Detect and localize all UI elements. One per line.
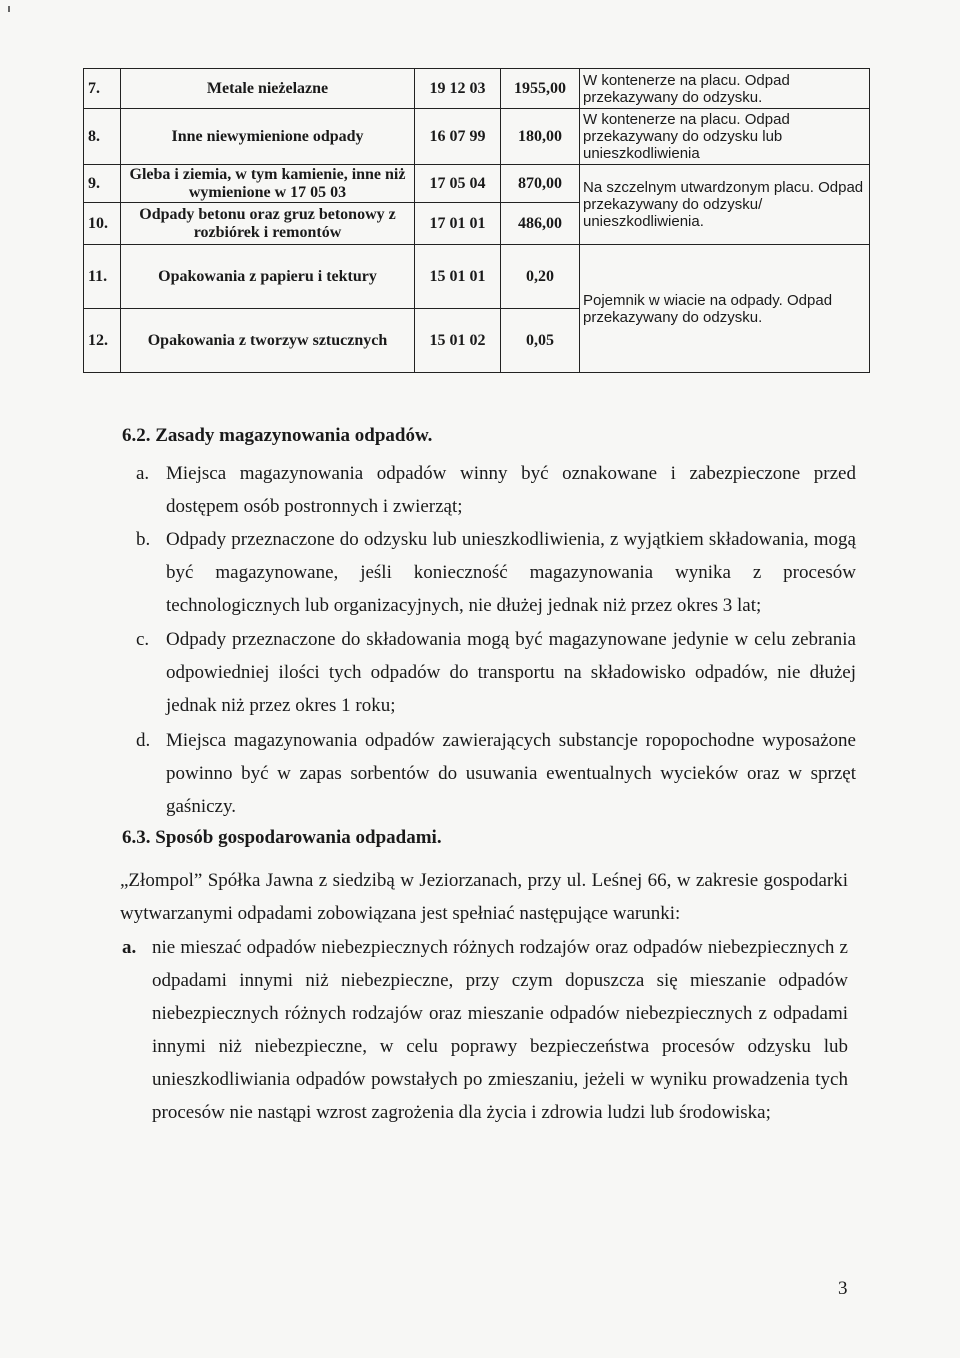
waste-name: Odpady betonu oraz gruz betonowy z rozbiórek i remontów [121, 203, 415, 245]
list-text: Miejsca magazynowania odpadów zawierających substancje ropopochodne wyposażone powinno być w zapas sorbentów do usuwania ewentualnych wycieków oraz w sprzęt gaśniczy. [166, 730, 856, 817]
table-row [84, 109, 870, 165]
section-heading: 6.3. Sposób gospodarowania odpadami. [122, 827, 442, 848]
row-number: 9. [84, 165, 121, 203]
waste-code: 17 01 01 [415, 203, 501, 245]
list-item [136, 523, 856, 622]
waste-code: 19 12 03 [415, 69, 501, 109]
waste-code: 16 07 99 [415, 109, 501, 165]
waste-code: 15 01 01 [415, 245, 501, 309]
waste-name: Opakowania z tworzyw sztucznych [121, 309, 415, 373]
waste-table [83, 68, 870, 373]
waste-code: 17 05 04 [415, 165, 501, 203]
storage-note: Pojemnik w wiacie na odpady. Odpad przekazywany do odzysku. [580, 245, 870, 373]
scan-mark [8, 6, 10, 12]
storage-note: W kontenerze na placu. Odpad przekazywany do odzysku lub unieszkodliwienia [580, 109, 870, 165]
page-number: 3 [838, 1278, 848, 1299]
list-label: a. [122, 937, 137, 958]
waste-name: Metale nieżelazne [121, 69, 415, 109]
list-item [136, 457, 856, 523]
table-row [84, 69, 870, 109]
table-row [84, 165, 870, 203]
row-number: 7. [84, 69, 121, 109]
intro-paragraph: „Złompol” Spółka Jawna z siedzibą w Jeziorzanach, przy ul. Leśnej 66, w zakresie gospodarki wytwarzanymi odpadami zobowiązana jest spełniać następujące warunki: [120, 870, 848, 924]
list-label: a. [136, 463, 150, 484]
table-row [84, 245, 870, 309]
storage-note: Na szczelnym utwardzonym placu. Odpad przekazywany do odzysku/ unieszkodliwienia. [580, 165, 870, 245]
list-item [136, 724, 856, 823]
waste-mass: 870,00 [501, 165, 580, 203]
list-text: Miejsca magazynowania odpadów winny być oznakowane i zabezpieczone przed dostępem osób postronnych i zwierząt; [166, 463, 856, 517]
waste-mass: 0,05 [501, 309, 580, 373]
list-label: b. [136, 529, 151, 550]
list-text: nie mieszać odpadów niebezpiecznych różnych rodzajów oraz odpadów niebezpiecznych z odpadami innymi niż niebezpieczne, przy czym dopuszcza się mieszanie odpadów niebezpiecznych różnych rodzajów oraz mieszanie odpadów niebezpiecznych z odpadami innymi niż niebezpieczne, w celu poprawy bezpieczeństwa procesów odzysku lub unieszkodliwiania odpadów powstałych po zmieszaniu, jeżeli w wyniku prowadzenia tych procesów nie nastąpi wzrost zagrożenia dla życia i zdrowia ludzi lub środowiska; [152, 937, 848, 1123]
list-item [136, 623, 856, 722]
waste-name: Inne niewymienione odpady [121, 109, 415, 165]
row-number: 8. [84, 109, 121, 165]
list-text: Odpady przeznaczone do składowania mogą być magazynowane jedynie w celu zebrania odpowiedniej ilości tych odpadów do transportu na składowisko odpadów, nie dłużej jednak niż przez okres 1 roku; [166, 629, 856, 716]
storage-note: W kontenerze na placu. Odpad przekazywany do odzysku. [580, 69, 870, 109]
list-item [122, 931, 848, 1129]
row-number: 12. [84, 309, 121, 373]
list-text: Odpady przeznaczone do odzysku lub unieszkodliwienia, z wyjątkiem składowania, mogą być magazynowane, jeśli konieczność magazynowania wynika z procesów technologicznych lub organizacyjnych, nie dłużej jednak niż przez okres 3 lat; [166, 529, 856, 616]
section-heading: 6.2. Zasady magazynowania odpadów. [122, 425, 433, 446]
list-label: d. [136, 730, 151, 751]
row-number: 10. [84, 203, 121, 245]
list-label: c. [136, 629, 150, 650]
waste-mass: 180,00 [501, 109, 580, 165]
waste-mass: 486,00 [501, 203, 580, 245]
waste-mass: 0,20 [501, 245, 580, 309]
waste-mass: 1955,00 [501, 69, 580, 109]
waste-name: Opakowania z papieru i tektury [121, 245, 415, 309]
row-number: 11. [84, 245, 121, 309]
waste-name: Gleba i ziemia, w tym kamienie, inne niż wymienione w 17 05 03 [121, 165, 415, 203]
waste-code: 15 01 02 [415, 309, 501, 373]
